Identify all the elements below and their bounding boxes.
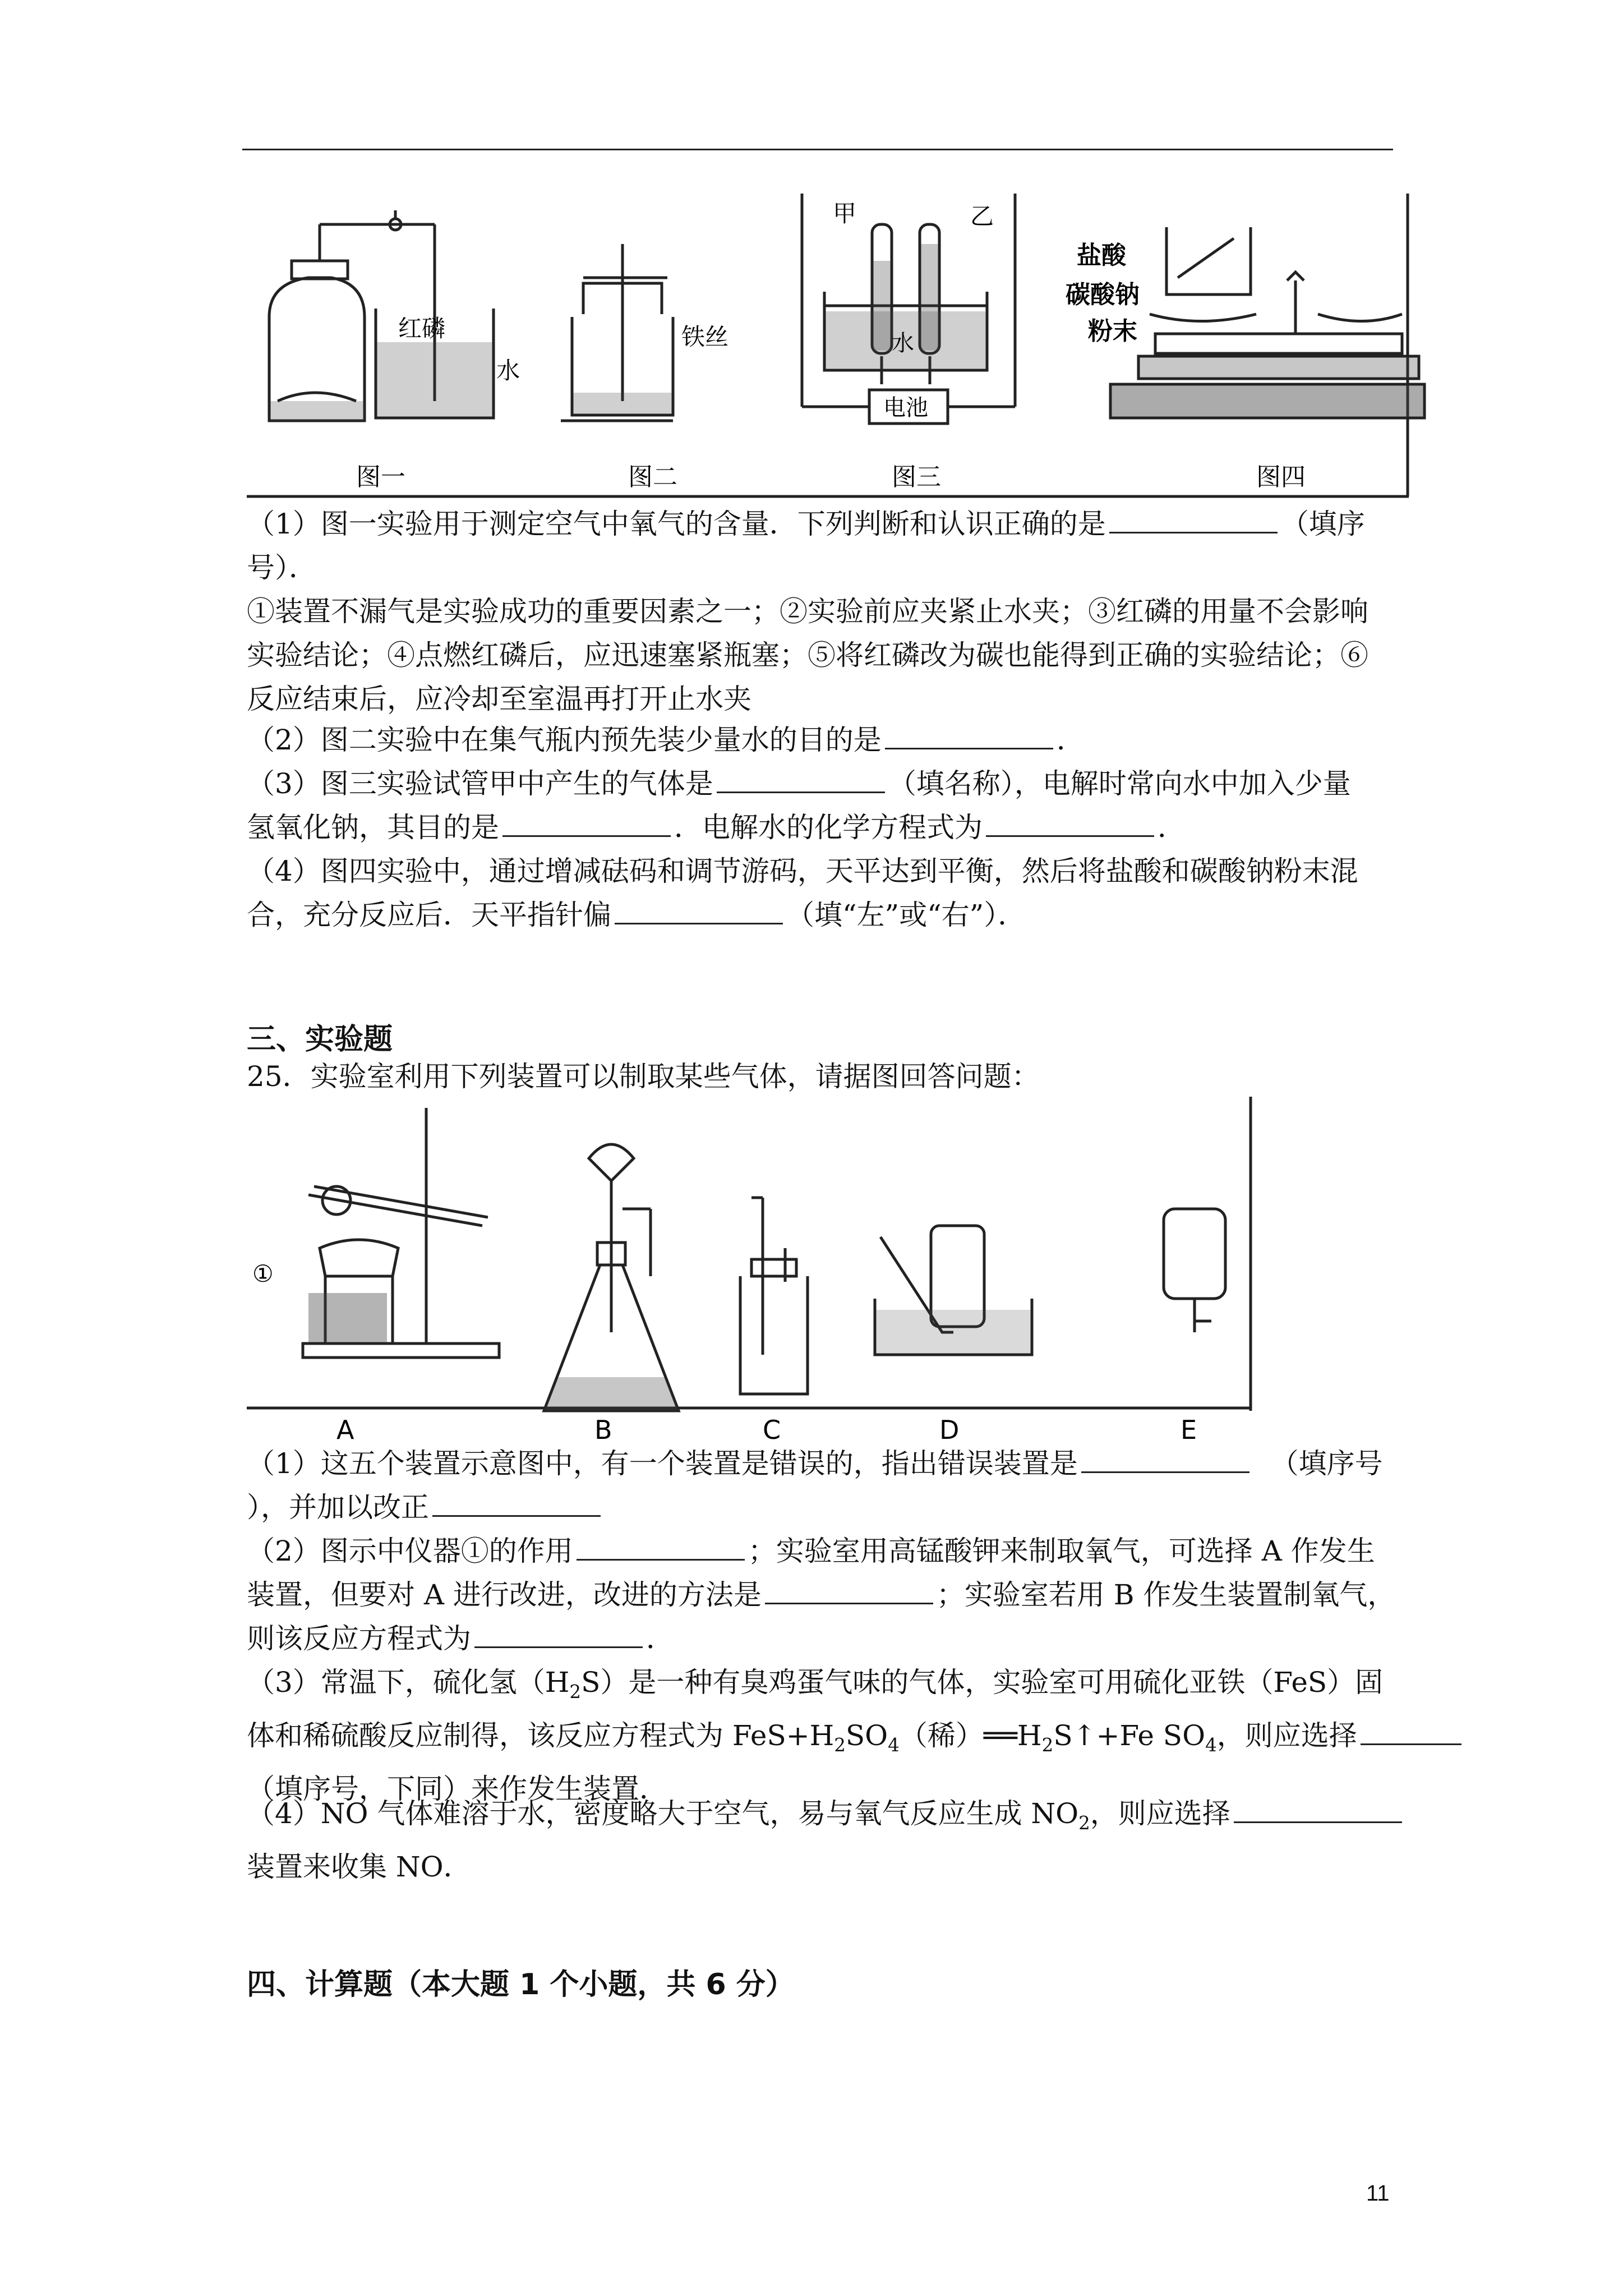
- figure-caption-D: D: [939, 1415, 960, 1445]
- q24-part2: （2）图二实验中在集气瓶内预先装少量水的目的是 ．: [247, 724, 1085, 756]
- figure-caption-1: 图一: [356, 463, 405, 491]
- q24-part1: （1）图一实验用于测定空气中氧气的含量．下列判断和认识正确的是 （填序 号）． ①装置不漏气是实验成功的重要因素之一；②实验前应夹紧止水夹；③红磷的用量不会影响 实验结论；④点燃红磷后，应迅速塞紧瓶塞；⑤将红磷改为碳也能得到正确的实验结论；⑥ 反应结束后，应冷却至室温再打开止水夹: [247, 508, 1368, 715]
- q25-intro: 25．实验室利用下列装置可以制取某些气体，请据图回答问题：: [247, 1060, 1040, 1093]
- label-tiesi: 铁丝: [681, 323, 729, 351]
- label-yansuan: 盐酸: [1077, 241, 1126, 270]
- q25-part1: （1）这五个装置示意图中，有一个装置是错误的，指出错误装置是 （填序号 ），并加以改正: [247, 1447, 1383, 1524]
- label-shui-2: 水: [892, 330, 914, 356]
- label-yi: 乙: [970, 203, 994, 230]
- label-fenmo: 粉末: [1088, 317, 1137, 346]
- label-hongling: 红磷: [398, 315, 446, 342]
- q25-part4: （4）NO 气体难溶于水，密度略大于空气，易与氧气反应生成 $NO_2$，则应选择 装置来收集 NO．: [247, 1792, 1396, 1889]
- label-tansuanna: 碳酸钠: [1066, 280, 1140, 309]
- figure-caption-2: 图二: [628, 463, 677, 491]
- section-4-title: 四、计算题（本大题 1 个小题，共 6 分）: [247, 1968, 795, 2001]
- label-jia: 甲: [833, 200, 857, 227]
- figure-caption-A: A: [336, 1415, 354, 1445]
- q24-part3: （3）图三实验试管甲中产生的气体是 （填名称），电解时常向水中加入少量 氢氧化钠，其目的是 ．电解水的化学方程式为 ．: [247, 767, 1351, 844]
- figure-apparatus-2: [247, 1097, 1256, 1445]
- page-number: 11: [1366, 2181, 1390, 2206]
- section-3-title: 三、实验题: [247, 1023, 393, 1056]
- q25-part3: （3）常温下，硫化氢$(H_2S)$是一种有臭鸡蛋气味的气体，实验室可用硫化亚铁（FeS）固 体和稀硫酸反应制得，该反应方程式为 $FeS+H_2SO_4$（稀）$══H_2S↑+Fe$ $SO_4$，则应选择 （填序号，下同）来作发生装置．: [247, 1660, 1396, 1811]
- figure-apparatus-1: [247, 194, 1413, 499]
- label-dianchi: 电池: [883, 395, 928, 421]
- figure-caption-E: E: [1181, 1415, 1197, 1445]
- label-shui: 水: [496, 357, 520, 384]
- label-circle-1: ①: [252, 1260, 274, 1287]
- q24-part4: （4）图四实验中，通过增减砝码和调节游码，天平达到平衡，然后将盐酸和碳酸钠粉末混 合，充分反应后．天平指针偏 （填“左”或“右”）．: [247, 855, 1358, 931]
- figure-caption-C: C: [763, 1415, 781, 1445]
- figure-caption-3: 图三: [892, 463, 941, 491]
- header-rule: [242, 149, 1393, 150]
- figure-caption-B: B: [594, 1415, 612, 1445]
- q25-part2: （2）图示中仪器①的作用 ；实验室用高锰酸钾来制取氧气，可选择 A 作发生 装置，但要对 A 进行改进，改进的方法是 ；实验室若用 B 作发生装置制氧气， 则该反应方程式为 ．: [247, 1535, 1396, 1655]
- figure-caption-4: 图四: [1256, 463, 1306, 491]
